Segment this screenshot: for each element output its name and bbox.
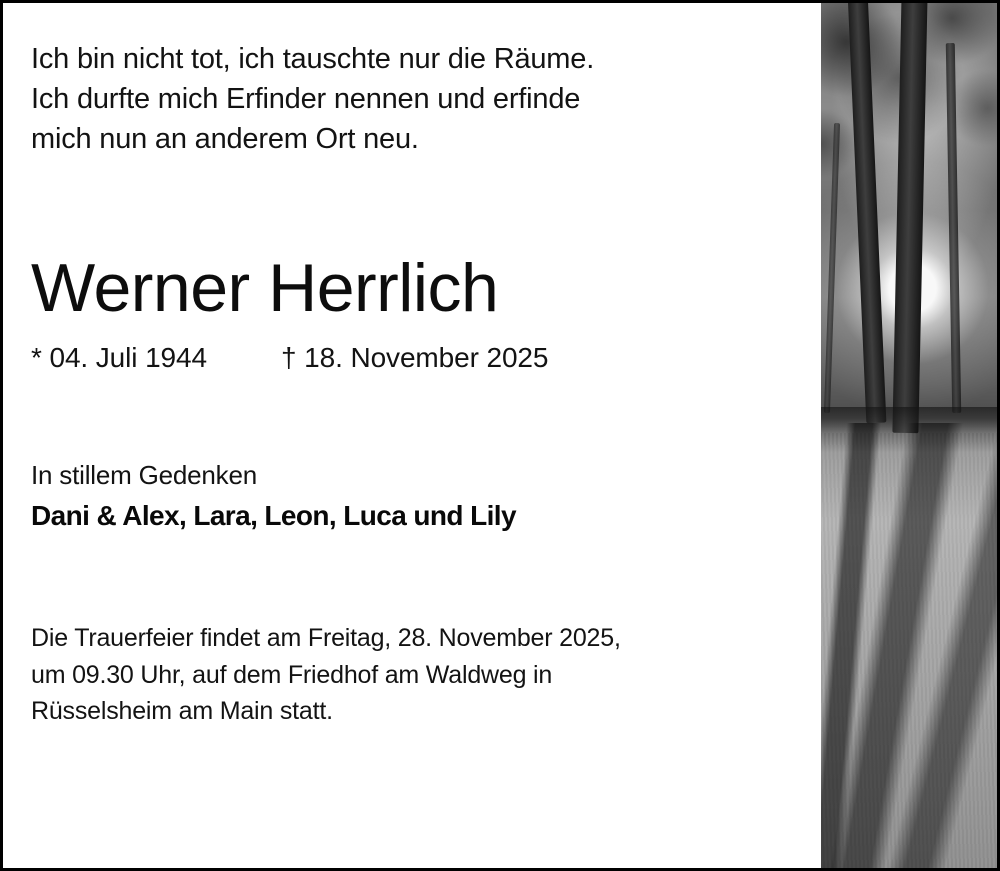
family-names: Dani & Alex, Lara, Leon, Luca und Lily (31, 500, 516, 532)
ceremony-line-3: Rüsselsheim am Main statt. (31, 696, 333, 725)
ceremony-line-2: um 09.30 Uhr, auf dem Friedhof am Waldweg in (31, 660, 553, 689)
birth-date: * 04. Juli 1944 (31, 342, 207, 374)
ceremony-details (31, 620, 791, 729)
verse-line-3: mich nun an anderem Ort neu. (31, 123, 419, 156)
verse-line-1: Ich bin nicht tot, ich tauschte nur die Räume. (31, 43, 595, 75)
memorial-photo (821, 3, 997, 868)
memory-label: In stillem Gedenken (31, 460, 257, 491)
verse-line-2: Ich durfte mich Erfinder nennen und erfinde (31, 83, 581, 116)
memory-block (31, 460, 791, 532)
verse-block (31, 39, 791, 159)
ceremony-line-1: Die Trauerfeier findet am Freitag, 28. November 2025, (31, 624, 621, 653)
deceased-name: Werner Herrlich (31, 250, 499, 327)
life-dates (31, 342, 791, 374)
death-date: † 18. November 2025 (281, 342, 549, 374)
text-column (3, 3, 821, 868)
cast-shadows (821, 423, 997, 868)
